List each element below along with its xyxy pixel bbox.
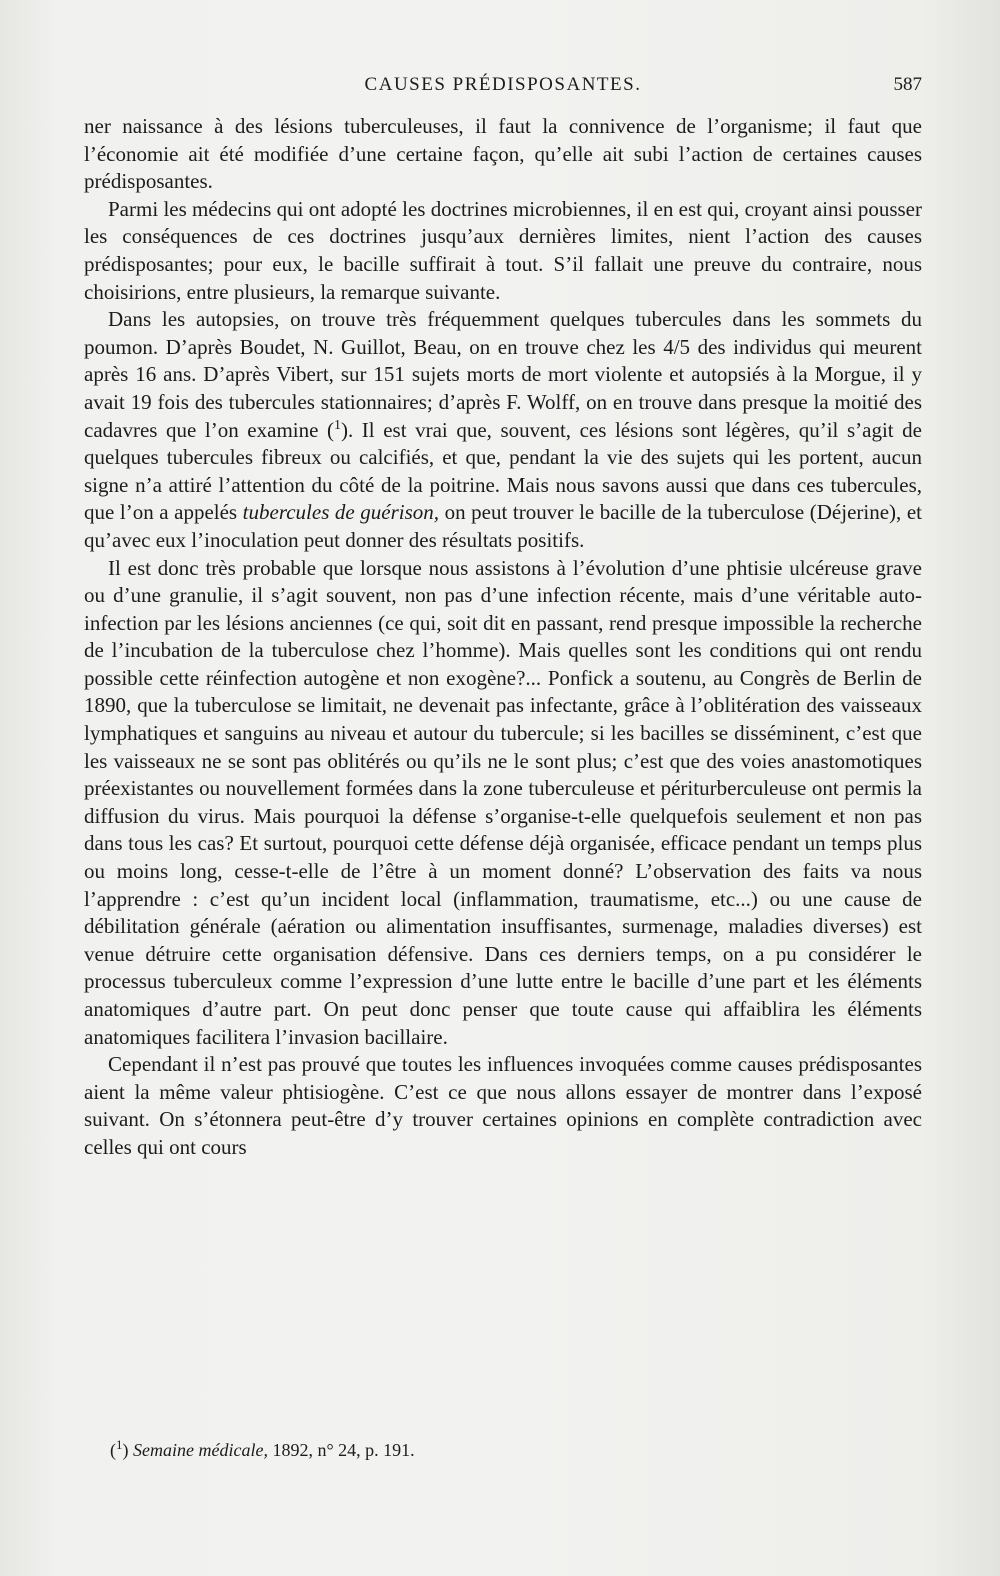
paragraph-3-text-c: on peut trouver le bacille de la tuberculose (Déjerine), et qu’avec eux l’inoculation peut donner des résultats positifs. [84,500,922,552]
footnote: ($^1$) Semaine médicale, 1892, n° 24, p. 191. [110,1437,415,1460]
footnote-journal: Semaine médicale, [133,1440,268,1460]
footnote-number: 1 [116,1437,123,1452]
running-title: CAUSES PRÉDISPOSANTES. [364,74,642,95]
page-number: 587 [893,74,922,95]
paragraph-4: Il est donc très probable que lorsque nous assistons à l’évolution d’une phtisie ulcéreuse grave ou d’une granulie, il s’agit souvent, non pas d’une infection récente, mais d’une véritable auto-infection par les lésions anciennes (ce qui, soit dit en passant, rend presque impossible la recherche de l’incubation de la tuberculose chez l’homme). Mais quelles sont les conditions qui ont rendu possible cette réinfection autogène et non exogène?... Ponfick a soutenu, au Congrès de Berlin de 1890, que la tuberculose se limitait, ne devenait pas infectante, grâce à l’oblitération des vaisseaux lymphatiques et sanguins au niveau et autour du tubercule; si les bacilles se disséminent, c’est que les vaisseaux ne se sont pas oblitérés ou qu’ils ne le sont plus; c’est que des voies anastomotiques préexistantes ou nouvellement formées dans la zone tuberculeuse et périturberculeuse ont permis la diffusion du virus. Mais pourquoi la défense s’organise-t-elle quelquefois seulement et non pas dans tous les cas? Et surtout, pourquoi cette défense déjà organisée, efficace pendant un temps plus ou moins long, cesse-t-elle de l’être à un moment donné? L’observation des faits va nous l’apprendre : c’est qu’un incident local (inflammation, traumatisme, etc...) ou une cause de débilitation générale (aération ou alimentation insuffisantes, surmenage, maladies diverses) est venue détruire cette organisation défensive. Dans ces derniers temps, on a pu considérer le processus tuberculeux comme l’expression d’une lutte entre le bacille d’une part et les éléments anatomiques d’autre part. On peut donc penser que toute cause qui affaiblira les éléments anatomiques facilitera l’invasion bacillaire. [84,555,922,1049]
body-text [84,113,922,1162]
paragraph-2: Parmi les médecins qui ont adopté les doctrines microbiennes, il en est qui, croyant ainsi pousser les conséquences de ces doctrines jusqu’aux dernières limites, nient l’action des causes prédisposantes; pour eux, le bacille suffirait à tout. S’il fallait une preuve du contraire, nous choisirions, entre plusieurs, la remarque suivante. [84,196,922,304]
paragraph-3-text-a: Dans les autopsies, on trouve très fréquemment quelques tubercules dans les sommets du poumon. D’après Boudet, N. Guillot, Beau, on en trouve chez les 4/5 des individus qui meurent après 16 ans. D’après Vibert, sur 151 sujets morts de mort violente et autopsiés à la Morgue, il y avait 19 fois des tubercules stationnaires; d’après F. Wolff, on en trouve dans presque la moitié des cadavres que l’on examine ( [84,307,922,442]
paragraph-3-text-b: ). Il est vrai que, souvent, ces lésions sont légères, qu’il s’agit de quelques tubercules fibreux ou calcifiés, et que, pendant la vie des sujets qui les portent, aucun signe n’a attiré l’attention du côté de la poitrine. Mais nous savons aussi que dans ces tubercules, que l’on a appelés [84,417,922,525]
paragraph-3 [84,306,922,554]
italic-term: tubercules de guérison, [242,500,440,525]
paragraph-1: ner naissance à des lésions tuberculeuses, il faut la connivence de l’organisme; il faut que l’économie ait été modifiée d’une certaine façon, qu’elle ait subi l’action de certaines causes prédisposantes. [84,114,922,194]
running-head [84,74,922,104]
footnote-marker: 1 [334,417,341,433]
paragraph-5: Cependant il n’est pas prouvé que toutes les influences invoquées comme causes prédisposantes aient la même valeur phtisiogène. C’est ce que nous allons essayer de montrer dans l’exposé suivant. On s’étonnera peut-être d’y trouver certaines opinions en complète contradiction avec celles qui ont cours [84,1052,922,1159]
footnote-reference: 1892, n° 24, p. 191. [272,1440,415,1460]
